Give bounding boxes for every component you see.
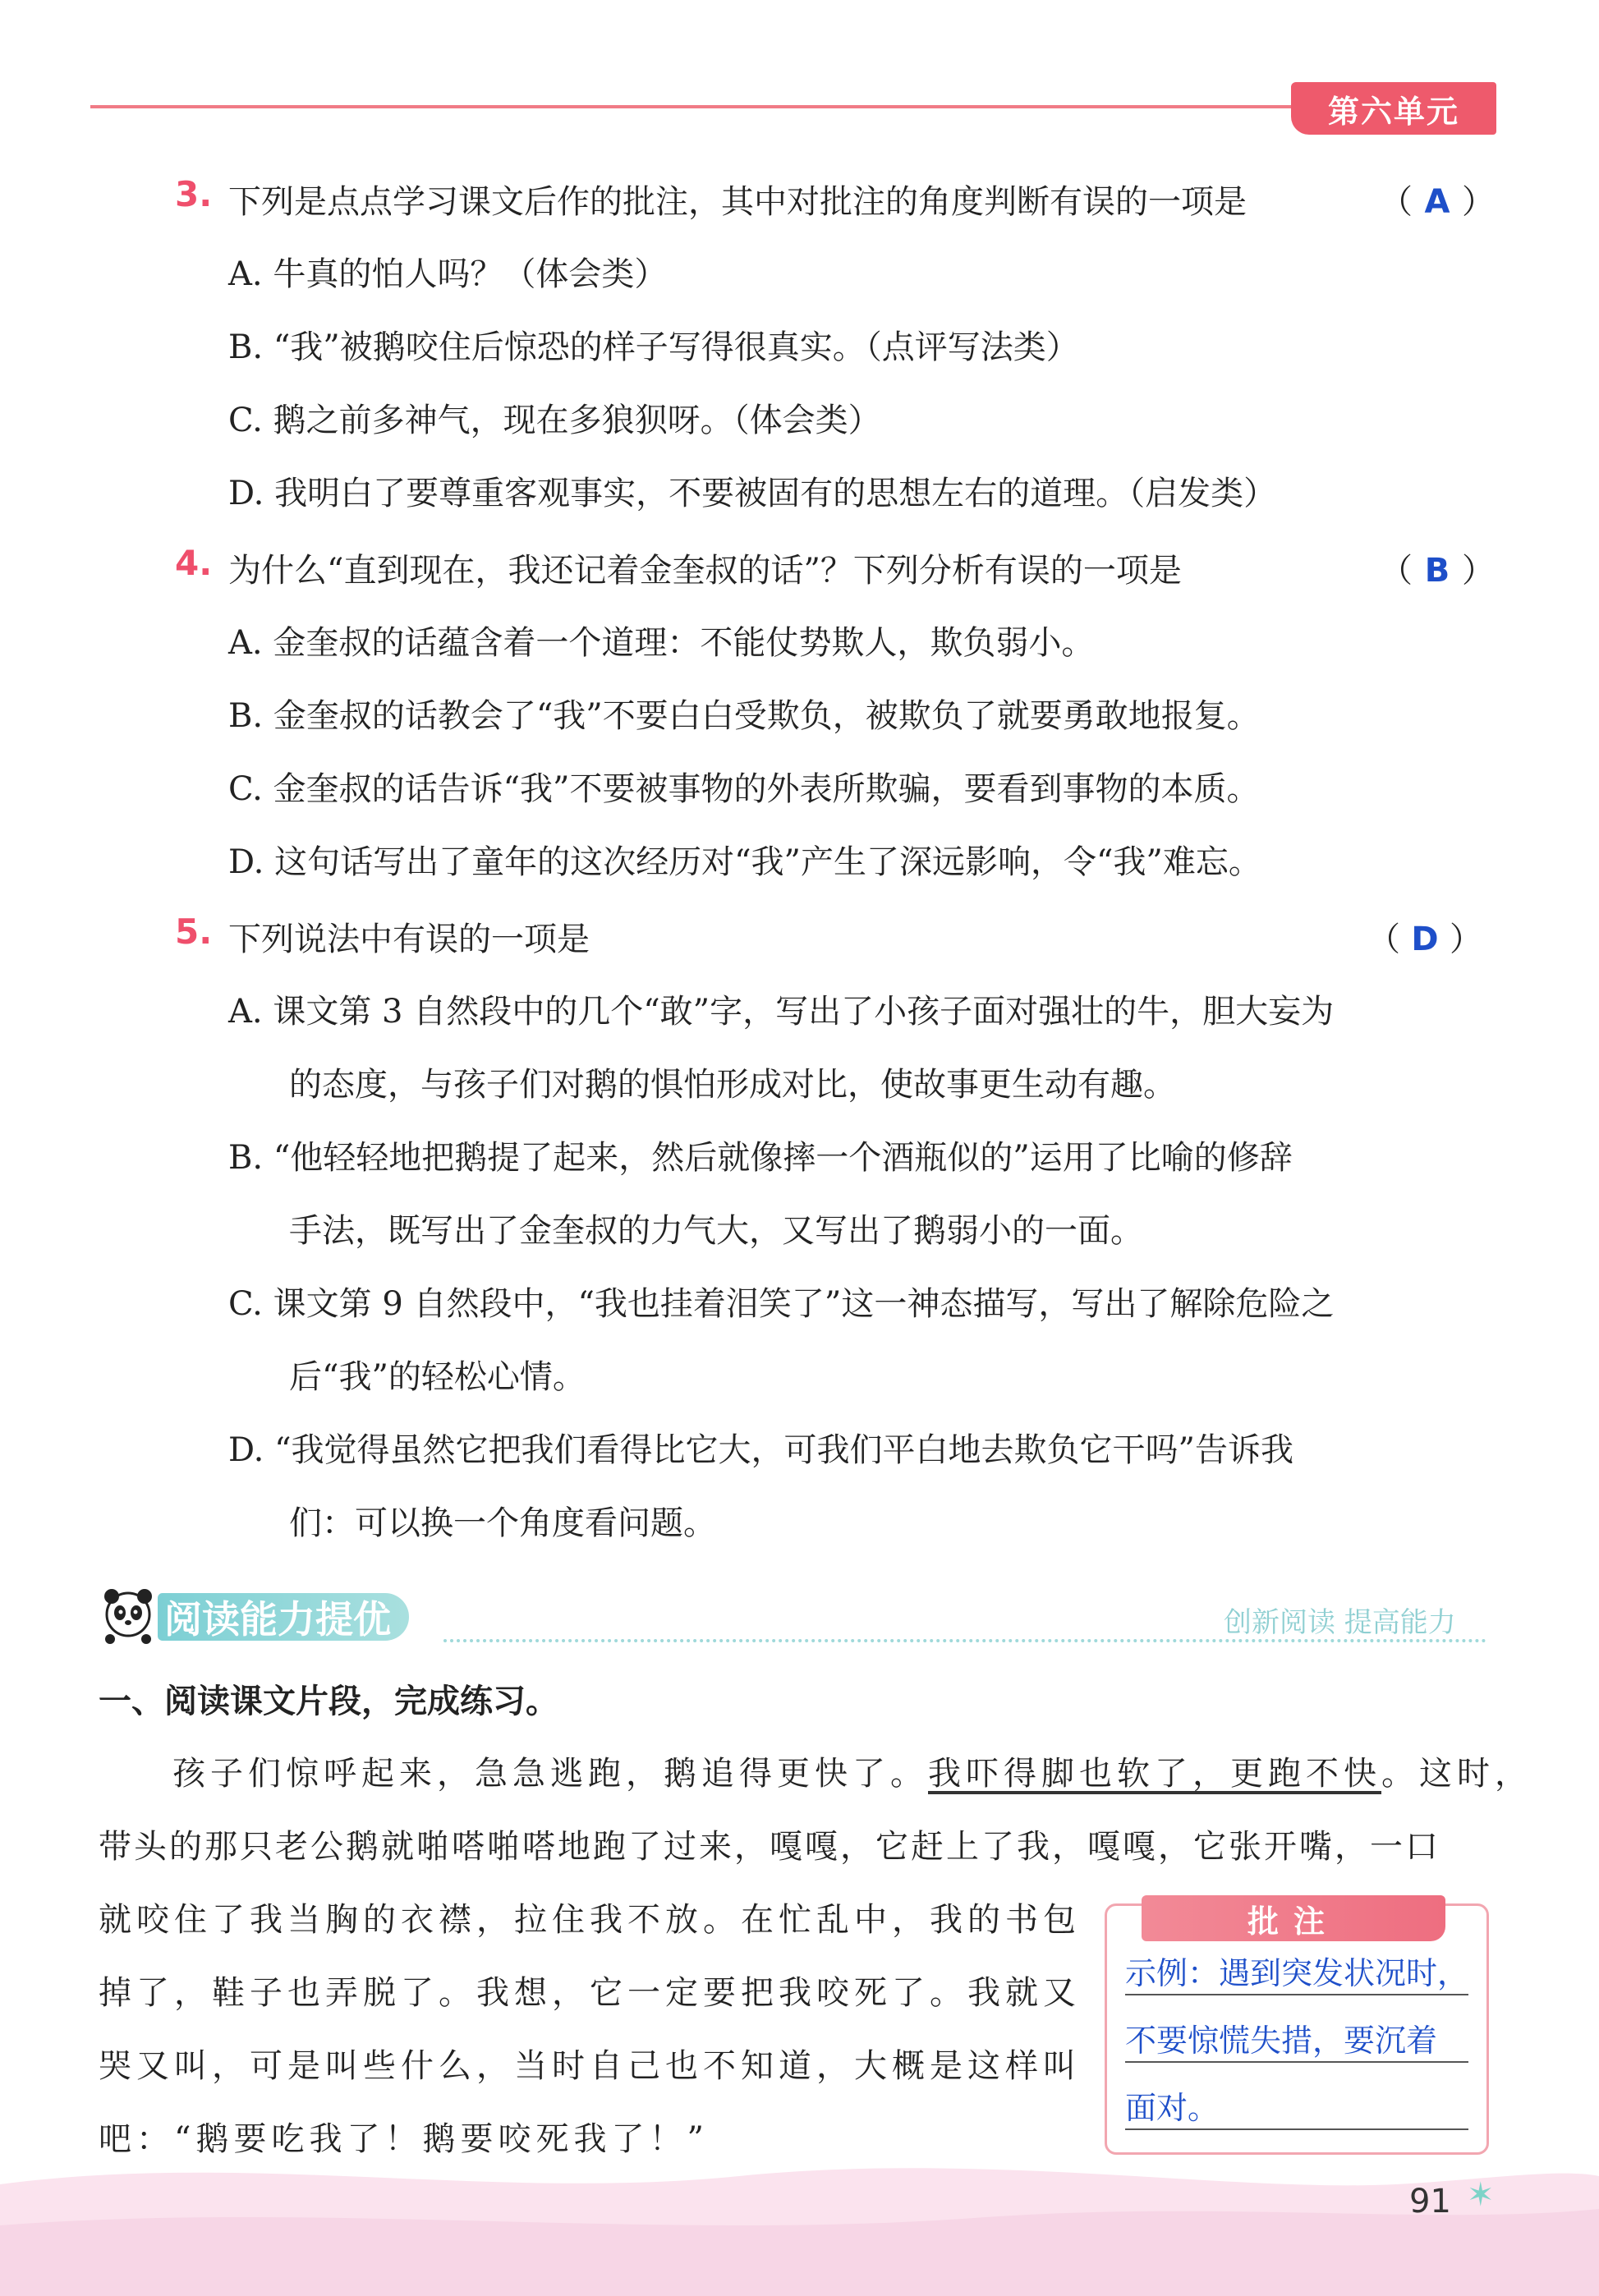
question-4-option-d: D. 这句话写出了童年的这次经历对“我”产生了深远影响，令“我”难忘。 [228,843,1261,881]
question-5-option-c-line2: 后“我”的轻松心情。 [289,1358,586,1396]
section-slogan: 创新阅读 提高能力 [1224,1606,1456,1639]
unit-tab: 第六单元 [1291,82,1496,135]
annotation-line-1: 示例：遇到突发状况时， [1125,1955,1469,1991]
underlined-sentence: 我吓得脚也软了，更跑不快 [928,1755,1381,1793]
passage-line-3: 就咬住了我当胸的衣襟，拉住我不放。在忙乱中，我的书包 [99,1901,1081,1939]
question-3-option-d: D. 我明白了要尊重客观事实，不要被固有的思想左右的道理。（启发类） [228,475,1277,512]
question-4-stem: 为什么“直到现在，我还记着金奎叔的话”？下列分析有误的一项是 [228,552,1182,590]
paren-open: （ [1367,921,1400,958]
question-5-answer [1367,913,1482,960]
question-5-option-b-line1: B. “他轻轻地把鹅提了起来，然后就像摔一个酒瓶似的”运用了比喻的修辞 [228,1139,1293,1177]
annotation-rule [1125,2128,1468,2130]
section-title: 阅读能力提优 [158,1593,409,1641]
annotation-rule [1125,1994,1468,1995]
annotation-rule [1125,2061,1468,2063]
header-rule [90,105,1298,108]
question-5-option-d-line2: 们：可以换一个角度看问题。 [289,1504,716,1542]
question-5-option-d-line1: D. “我觉得虽然它把我们看得比它大，可我们平白地去欺负它干吗”告诉我 [228,1431,1293,1469]
passage-line-4: 掉了，鞋子也弄脱了。我想，它一定要把我咬死了。我就又 [99,1974,1081,2012]
question-3-stem: 下列是点点学习课文后作的批注，其中对批注的角度判断有误的一项是 [228,183,1247,221]
annotation-line-2: 不要惊慌失措，要沉着 [1125,2023,1438,2059]
passage-text: 孩子们惊呼起来，急急逃跑，鹅追得更快了。 [172,1755,928,1793]
question-5-number: 5. [175,912,213,952]
question-4-answer [1380,544,1495,591]
star-icon: ✶ [1467,2176,1495,2214]
part-heading: 一、阅读课文片段，完成练习。 [99,1683,558,1720]
annotation-heading: 批注 [1142,1895,1445,1941]
question-5-option-a-line1: A. 课文第 3 自然段中的几个“敢”字，写出了小孩子面对强壮的牛，胆大妄为 [228,993,1335,1031]
paren-close: ） [1462,552,1495,590]
answer-letter: D [1411,921,1439,958]
passage-line-1 [172,1747,1532,1794]
question-4-option-b: B. 金奎叔的话教会了“我”不要白白受欺负，被欺负了就要勇敢地报复。 [228,697,1260,735]
question-4-option-a: A. 金奎叔的话蕴含着一个道理：不能仗势欺人，欺负弱小。 [228,624,1095,662]
question-5-stem: 下列说法中有误的一项是 [228,921,590,958]
question-4-option-c: C. 金奎叔的话告诉“我”不要被事物的外表所欺骗，要看到事物的本质。 [228,770,1260,808]
annotation-line-3: 面对。 [1125,2090,1220,2126]
passage-line-5: 哭又叫，可是叫些什么，当时自己也不知道，大概是这样叫 [99,2047,1081,2085]
question-3-number: 3. [175,174,213,214]
panda-icon [95,1583,161,1649]
question-3-option-b: B. “我”被鹅咬住后惊恐的样子写得很真实。（点评写法类） [228,328,1079,366]
answer-letter: A [1424,183,1450,221]
question-4-number: 4. [175,543,213,583]
passage-line-6: 吧：“鹅要吃我了！鹅要咬死我了！” [99,2120,709,2158]
paren-open: （ [1380,552,1413,590]
question-3-answer [1380,176,1495,223]
paren-open: （ [1380,183,1413,221]
answer-letter: B [1424,552,1450,590]
question-3-option-a: A. 牛真的怕人吗？（体会类） [228,255,668,293]
page-number: 91 [1409,2183,1451,2220]
question-3-option-c: C. 鹅之前多神气，现在多狼狈呀。（体会类） [228,402,881,439]
paren-close: ） [1462,183,1495,221]
passage-line-2: 带头的那只老公鹅就啪嗒啪嗒地跑了过来，嘎嘎，它赶上了我，嘎嘎，它张开嘴，一口 [99,1828,1440,1866]
question-5-option-c-line1: C. 课文第 9 自然段中，“我也挂着泪笑了”这一神态描写，写出了解除危险之 [228,1285,1335,1323]
question-5-option-a-line2: 的态度，与孩子们对鹅的惧怕形成对比，使故事更生动有趣。 [289,1066,1176,1104]
paren-close: ） [1450,921,1482,958]
question-5-option-b-line2: 手法，既写出了金奎叔的力气大，又写出了鹅弱小的一面。 [289,1212,1143,1250]
passage-text: 。这时， [1381,1755,1532,1793]
footer-wave [0,2151,1599,2296]
